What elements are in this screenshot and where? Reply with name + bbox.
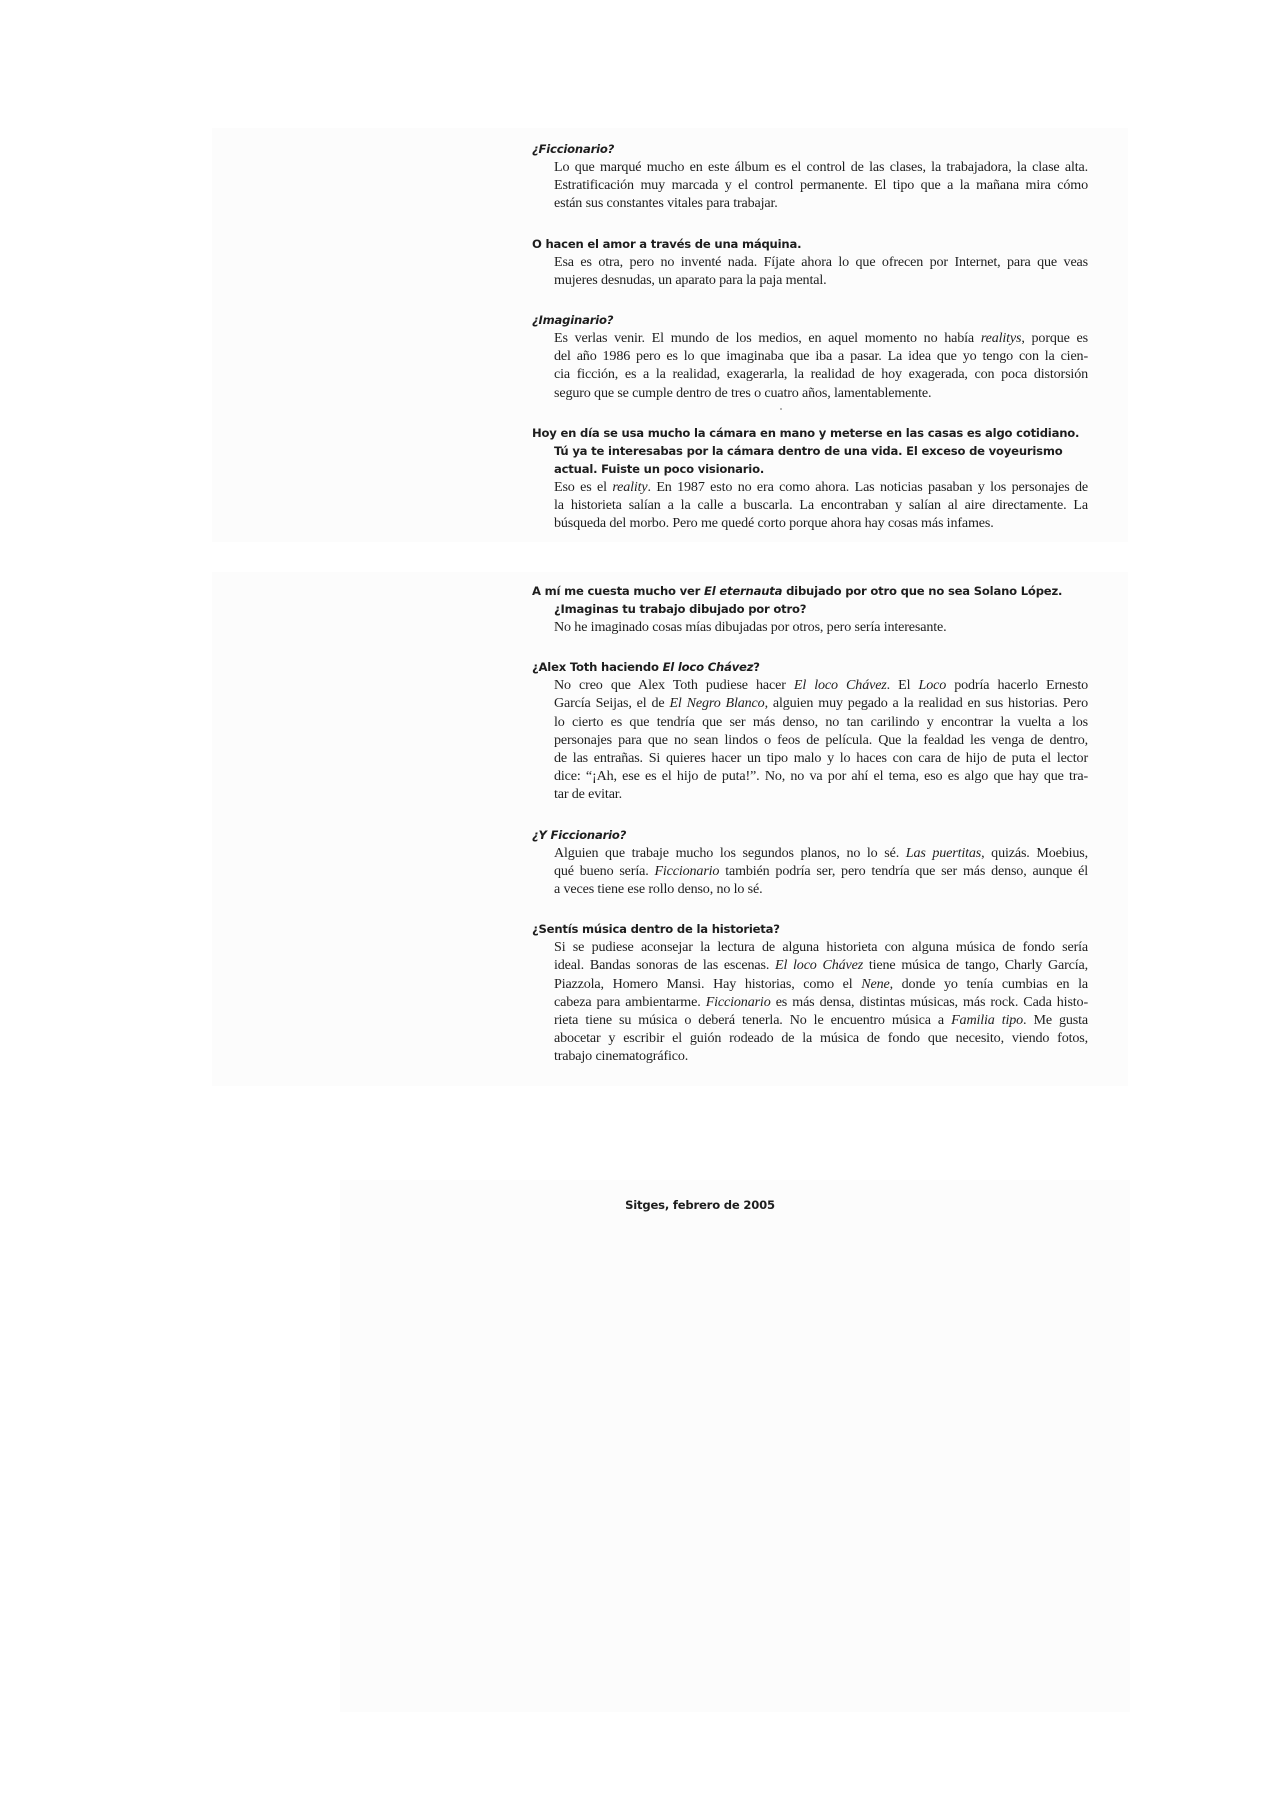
question: O hacen el amor a través de una máquina. (532, 236, 802, 251)
answer: Si se pudiese aconsejar la lectura de alguna historieta con alguna música de fondo sería ideal. Bandas sonoras de las escenas. El loco Chávez tiene música de tango, Charly García, Piazzola, Homero Mansi. Hay historias, como el Nene, donde yo tenía cumbias en la cabeza para ambientarme. Ficcionario es más densa, distintas músicas, más rock. Cada histo- rieta tiene su música o deberá tenerla. No le encuentro música a Familia tipo. Me gusta abocetar y escribir el guión rodeado de la música de fondo que necesito, viendo fotos, trabajo cinematográfico. (554, 939, 1088, 1065)
interview-section-2 (532, 582, 1088, 1088)
qa-item (532, 582, 1088, 636)
question: ¿Y Ficcionario? (532, 827, 627, 842)
qa-item (532, 424, 1088, 533)
answer: No creo que Alex Toth pudiese hacer El loco Chávez. El Loco podría hacerlo Ernesto García Seijas, el de El Negro Blanco, alguien muy pegado a la realidad en sus historias. Pero lo cierto es que tendría que ser más denso, no tan carilindo y encontrar la vuelta a los personajes para que no sean lindos o feos de película. Que la fealdad les venga de dentro, de las entrañas. Si quieres hacer un tipo malo y lo haces con cara de hijo de puta el lector dice: “¡Ah, ese es el hijo de puta!”. No, no va por ahí el tema, eso es algo que hay que tra- tar de evitar. (554, 677, 1088, 803)
question: ¿Alex Toth haciendo El loco Chávez? (532, 660, 760, 675)
answer: Esa es otra, pero no inventé nada. Fíjate ahora lo que ofrecen por Internet, para que veas mujeres desnudas, un aparato para la paja mental. (554, 253, 1088, 288)
qa-item (532, 826, 1088, 899)
place-date-signature: Sitges, febrero de 2005 (625, 1198, 775, 1212)
question: ¿Ficcionario? (532, 142, 615, 156)
answer: No he imaginado cosas mías dibujadas por otros, pero sería interesante. (554, 619, 947, 635)
question: A mí me cuesta mucho ver El eternauta dibujado por otro que no sea Solano López. ¿Imaginas tu trabajo dibujado por otro? (532, 584, 1063, 616)
answer: Alguien que trabaje mucho los segundos planos, no lo sé. Las puertitas, quizás. Moebius, qué bueno sería. Ficcionario también podría ser, pero tendría que ser más denso, aunque él a veces tiene ese rollo denso, no lo sé. (554, 844, 1088, 898)
qa-item (532, 235, 1088, 289)
question: ¿Imaginario? (532, 313, 614, 328)
page-panel-bottom (340, 1180, 1130, 1712)
question: ¿Sentís música dentro de la historieta? (532, 922, 780, 937)
qa-item (532, 658, 1088, 803)
qa-item (532, 311, 1088, 402)
interview-section-1 (532, 140, 1088, 554)
answer: Eso es el reality. En 1987 esto no era como ahora. Las noticias pasaban y los personajes de la historieta salían a la calle a buscarla. La encontraban y salían al aire directamente. La búsqueda del morbo. Pero me quedé corto porque ahora hay cosas más infames. (554, 478, 1088, 532)
question: Hoy en día se usa mucho la cámara en mano y meterse en las casas es algo cotidiano. Tú ya te interesabas por la cámara dentro de una vida. El exceso de voyeurismo actual. Fuiste un poco visionario. (532, 425, 1080, 476)
answer: Lo que marqué mucho en este álbum es el control de las clases, la trabajadora, la clase alta. Estratificación muy marcada y el control permanente. El tipo que a la mañana mira cómo están sus constantes vitales para trabajar. (554, 159, 1088, 212)
qa-item (532, 920, 1088, 1065)
qa-item (532, 140, 1088, 213)
answer: Es verlas venir. El mundo de los medios, en aquel momento no había realitys, porque es del año 1986 pero es lo que imaginaba que iba a pasar. La idea que yo tengo con la cien- cia ficción, es a la realidad, exagerarla, la realidad de hoy exagerada, con poca distorsión seguro que se cumple dentro de tres o cuatro años, lamentablemente. (554, 330, 1088, 401)
